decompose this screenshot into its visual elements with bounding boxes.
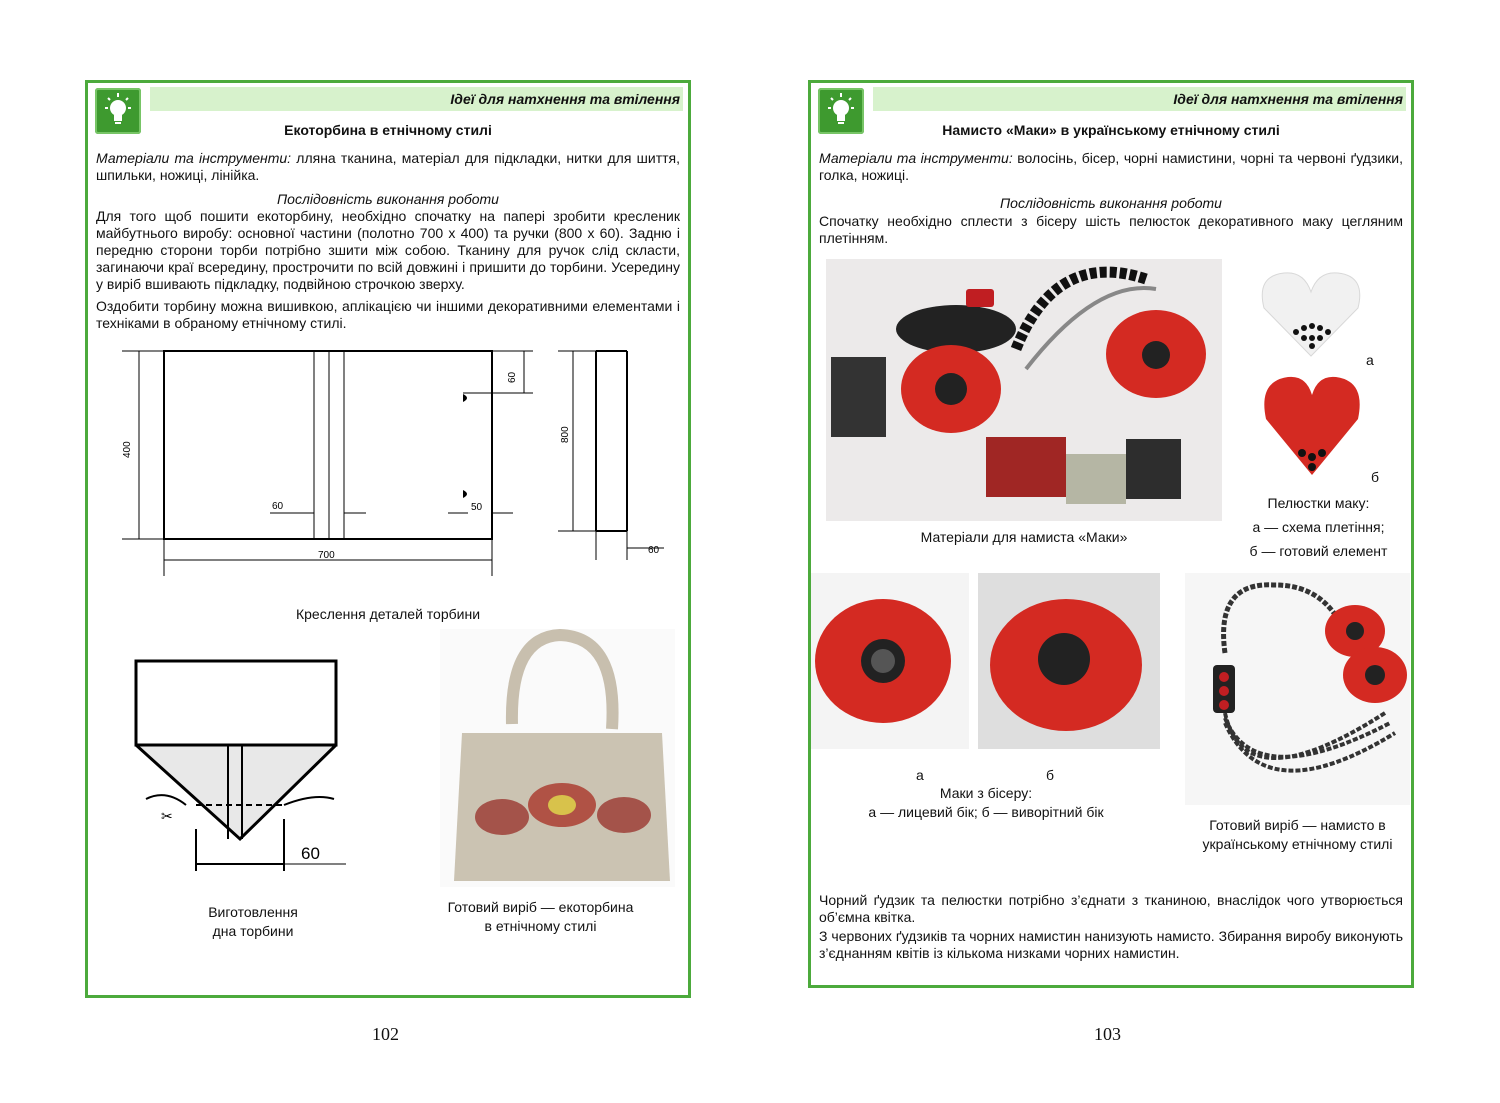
materials-paragraph xyxy=(819,150,1403,184)
finished-bag-photo xyxy=(440,629,675,887)
caption-drawing: Креслення деталей торбини xyxy=(295,606,481,622)
scissors-icon: ✂ xyxy=(161,808,173,824)
caption-necklace xyxy=(1185,816,1410,854)
caption-necklace-line-1: Готовий виріб — намисто в xyxy=(1209,817,1386,833)
petal-scheme xyxy=(1256,268,1366,360)
dim-handle-gap: 60 xyxy=(272,501,284,512)
dim-handle-width: 60 xyxy=(648,545,660,556)
poppy-label-b: б xyxy=(1046,767,1055,783)
materials-label: Матеріали та інструменти: xyxy=(96,150,292,166)
left-page xyxy=(85,80,691,998)
materials-photo xyxy=(826,259,1222,521)
caption-bottom xyxy=(178,903,328,941)
petal-label-a: а xyxy=(1366,352,1374,368)
page-number-right: 103 xyxy=(1094,1024,1121,1044)
poppy-front-photo xyxy=(811,573,969,749)
materials-text: волосінь, бісер, чорні намистини, чорні та червоні ґудзики, голка, ножиці. xyxy=(819,150,1403,183)
materials-label: Матеріали та інструменти: xyxy=(819,150,1013,166)
caption-petals xyxy=(1231,491,1406,563)
body-paragraph-1: Спочатку необхідно сплести з бісеру шість пелюсток декоративного маку цегляним плетінням. xyxy=(819,213,1403,246)
right-page xyxy=(808,80,1414,988)
sequence-heading: Послідовність виконання роботи xyxy=(277,191,499,207)
sequence-heading: Послідовність виконання роботи xyxy=(1000,195,1222,211)
body-paragraph-3: З червоних ґудзиків та чорних намистин нанизують намисто. Збирання виробу виконують з’єднанням квітів із кількома низками чорних намистин. xyxy=(819,928,1403,961)
poppy-label-a: а xyxy=(916,767,924,783)
dim-height: 400 xyxy=(122,441,133,458)
materials-paragraph xyxy=(96,150,680,184)
dim-width: 700 xyxy=(318,550,335,561)
page-title: Намисто «Маки» в українському етнічному стилі xyxy=(942,122,1280,138)
caption-bag-line-2: в етнічному стилі xyxy=(484,918,597,934)
caption-poppies xyxy=(841,784,1131,822)
caption-bag-line-1: Готовий виріб — екоторбина xyxy=(447,899,634,915)
caption-bag xyxy=(433,898,648,936)
caption-petals-line-3: б — готовий елемент xyxy=(1249,543,1388,559)
petal-label-b: б xyxy=(1371,469,1380,485)
caption-bottom-line-1: Виготовлення xyxy=(208,904,298,920)
body-paragraph-2: Чорний ґудзик та пелюстки потрібно з’єднати з тканиною, внаслідок чого утворюється об’ємна квітка. xyxy=(819,892,1403,925)
caption-materials: Матеріали для намиста «Маки» xyxy=(920,529,1128,545)
section-header: Ідеї для натхнення та втілення xyxy=(873,87,1406,111)
poppy-back-photo xyxy=(978,573,1160,749)
page-title: Екоторбина в етнічному стилі xyxy=(284,122,492,138)
caption-petals-line-2: а — схема плетіння; xyxy=(1252,519,1385,535)
dim-top: 60 xyxy=(507,371,518,383)
body-paragraph-2: Оздобити торбину можна вишивкою, аплікацією чи іншими декоративними елементами і техніками в обраному етнічному стилі. xyxy=(96,298,680,331)
necklace-photo xyxy=(1185,573,1410,805)
section-header: Ідеї для натхнення та втілення xyxy=(150,87,683,111)
caption-bottom-line-2: дна торбини xyxy=(212,923,294,939)
caption-poppies-line-2: а — лицевий бік; б — виворітний бік xyxy=(868,804,1104,820)
body-paragraph-1: Для того щоб пошити екоторбину, необхідно спочатку на папері зробити кресленик майбутнього виробу: основної частини (полотно 700 х 400) та ручки (800 х 60). Задню і передню сторони торби потрібно зшити між собою. Тканину для ручок слід скласти, загинаючи краї всередину, прострочити по всій довжині і пришити до торбини. Усередину у виріб вшивають підкладку, подвійною строчкою зверху. xyxy=(96,208,680,292)
dim-bottom: 60 xyxy=(301,844,320,863)
bag-bottom-diagram xyxy=(116,639,386,889)
bag-drawing xyxy=(108,338,668,588)
materials-text: лляна тканина, матеріал для підкладки, нитки для шиття, шпильки, ножиці, лінійка. xyxy=(96,150,680,183)
page-number-left: 102 xyxy=(372,1024,399,1044)
caption-poppies-line-1: Маки з бісеру: xyxy=(939,785,1033,801)
caption-petals-line-1: Пелюстки маку: xyxy=(1267,495,1370,511)
dim-bottom-right: 50 xyxy=(471,502,483,513)
petal-finished xyxy=(1258,371,1366,479)
caption-necklace-line-2: українському етнічному стилі xyxy=(1202,836,1393,852)
dim-handle-length: 800 xyxy=(560,426,571,443)
